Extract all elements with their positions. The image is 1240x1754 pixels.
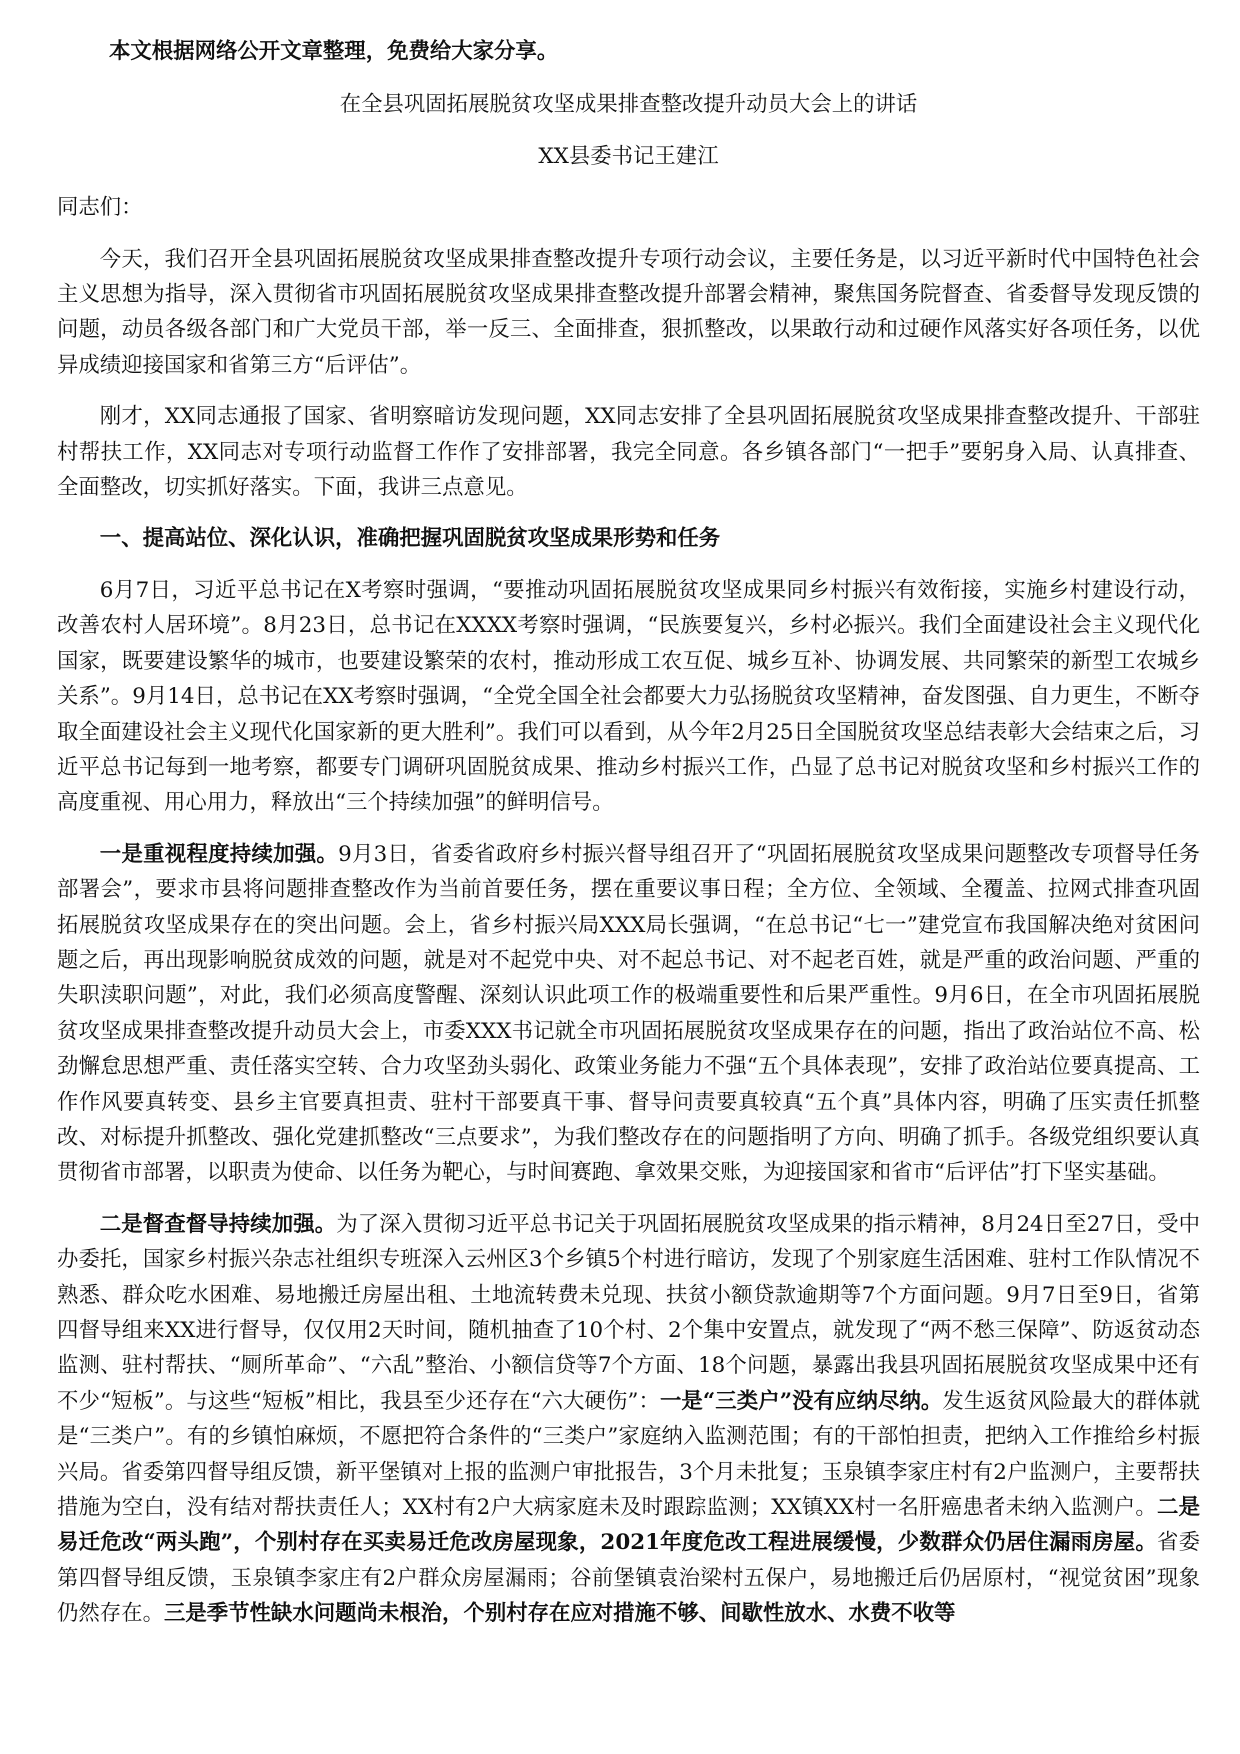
issue-point-2: 二是易迁危改“两头跑”，个别村存在买卖易迁危改房屋现象，2021年度危改工程进展缓慢，少数群众仍居住漏雨房屋。 (57, 1495, 1200, 1556)
paragraph-body: 9月3日，省委省政府乡村振兴督导组召开了“巩固拓展脱贫攻坚成果问题整改专项督导任务部署会”，要求市县将问题排查整改作为当前首要任务，摆在重要议事日程；全方位、全领域、全覆盖、拉网式排查巩固拓展脱贫攻坚成果存在的突出问题。会上，省乡村振兴局XXX局长强调，“在总书记“七一”建党宣布我国解决绝对贫困问题之后，再出现影响脱贫成效的问题，就是对不起党中央、对不起总书记、对不起老百姓，就是严重的政治问题、严重的失职渎职问题”，对此，我们必须高度警醒、深刻认识此项工作的极端重要性和后果严重性。9月6日，在全市巩固拓展脱贫攻坚成果排查整改提升动员大会上，市委XXX书记就全市巩固拓展脱贫攻坚成果存在的问题，指出了政治站位不高、松劲懈怠思想严重、责任落实空转、合力攻坚劲头弱化、政策业务能力不强“五个具体表现”，安排了政治站位要真提高、工作作风要真转变、县乡主官要真担责、驻村干部要真干事、督导问责要真较真“五个真”具体内容，明确了压实责任抓整改、对标提升抓整改、强化党建抓整改“三点要求”，为我们整改存在的问题指明了方向、明确了抓手。各级党组织要认真贯彻省市部署，以职责为使命、以任务为靶心，与时间赛跑、拿效果交账，为迎接国家和省市“后评估”打下坚实基础。 (57, 841, 1200, 1186)
issue-point-1: 一是“三类户”没有应纳尽纳。 (659, 1388, 943, 1414)
paragraph-supervision-strengthened (57, 1207, 1200, 1632)
share-notice: 本文根据网络公开文章整理，免费给大家分享。 (109, 39, 559, 64)
paragraph-arrangement: 刚才，XX同志通报了国家、省明察暗访发现问题，XX同志安排了全县巩固拓展脱贫攻坚成果排查整改提升、干部驻村帮扶工作，XX同志对专项行动监督工作作了安排部署，我完全同意。各乡镇各部门“一把手”要躬身入局、认真排查、全面整改，切实抓好落实。下面，我讲三点意见。 (57, 404, 1200, 501)
section-heading-1: 一、提高站位、深化认识，准确把握巩固脱贫攻坚成果形势和任务 (99, 526, 721, 552)
speech-author: XX县委书记王建江 (538, 143, 719, 169)
issue-point-3: 三是季节性缺水问题尚未根治，个别村存在应对措施不够、间歇性放水、水费不收等 (163, 1601, 956, 1627)
paragraph-inspection-quotes: 6月7日，习近平总书记在X考察时强调，“要推动巩固拓展脱贫攻坚成果同乡村振兴有效衔接，实施乡村建设行动，改善农村人居环境”。8月23日，总书记在XXXX考察时强调，“民族要复兴，乡村必振兴。我们全面建设社会主义现代化国家，既要建设繁华的城市，也要建设繁荣的农村，推动形成工农互促、城乡互补、协调发展、共同繁荣的新型工农城乡关系”。9月14日，总书记在XX考察时强调，“全党全国全社会都要大力弘扬脱贫攻坚精神，奋发图强、自力更生，不断夺取全面建设社会主义现代化国家新的更大胜利”。我们可以看到，从今年2月25日全国脱贫攻坚总结表彰大会结束之后，习近平总书记每到一地考察，都要专门调研巩固脱贫成果、推动乡村振兴工作，凸显了总书记对脱贫攻坚和乡村振兴工作的高度重视、用心用力，释放出“三个持续加强”的鲜明信号。 (57, 577, 1200, 816)
salutation: 同志们： (57, 195, 143, 221)
paragraph-body: 发生返贫风险最大的群体就是“三类户”。有的乡镇怕麻烦，不愿把符合条件的“三类户”家庭纳入监测范围；有的干部怕担责，把纳入工作推给乡村振兴局。省委第四督导组反馈，新平堡镇对上报的监测户审批报告，3个月未批复；玉泉镇李家庄村有2户监测户，主要帮扶措施为空白，没有结对帮扶责任人；XX村有2户大病家庭未及时跟踪监测；XX镇XX村一名肝癌患者未纳入监测户。 (57, 1388, 1200, 1521)
paragraph-lead: 一是重视程度持续加强。 (99, 841, 339, 867)
paragraph-emphasis-strengthened (57, 837, 1200, 1191)
speech-title: 在全县巩固拓展脱贫攻坚成果排查整改提升动员大会上的讲话 (339, 92, 918, 118)
paragraph-intro: 今天，我们召开全县巩固拓展脱贫攻坚成果排查整改提升专项行动会议，主要任务是，以习近平新时代中国特色社会主义思想为指导，深入贯彻省市巩固拓展脱贫攻坚成果排查整改提升部署会精神，聚焦国务院督查、省委督导发现反馈的问题，动员各级各部门和广大党员干部，举一反三、全面排查，狠抓整改，以果敢行动和过硬作风落实好各项任务，以优异成绩迎接国家和省第三方“后评估”。 (57, 246, 1200, 378)
paragraph-lead: 二是督查督导持续加强。 (99, 1211, 337, 1237)
paragraph-body: 为了深入贯彻习近平总书记关于巩固拓展脱贫攻坚成果的指示精神，8月24日至27日，受中办委托，国家乡村振兴杂志社组织专班深入云州区3个乡镇5个村进行暗访，发现了个别家庭生活困难、驻村工作队情况不熟悉、群众吃水困难、易地搬迁房屋出租、土地流转费未兑现、扶贫小额贷款逾期等7个方面问题。9月7日至9日，省第四督导组来XX进行督导，仅仅用2天时间，随机抽查了10个村、2个集中安置点，就发现了“两不愁三保障”、防返贫动态监测、驻村帮扶、“厕所革命”、“六乱”整治、小额信贷等7个方面、18个问题，暴露出我县巩固拓展脱贫攻坚成果中还有不少“短板”。与这些“短板”相比，我县至少还存在“六大硬伤”： (57, 1211, 1200, 1414)
paragraph-body: 省委第四督导组反馈，玉泉镇李家庄有2户群众房屋漏雨；谷前堡镇袁治梁村五保户，易地搬迁后仍居原村，“视觉贫困”现象仍然存在。 (57, 1530, 1200, 1627)
